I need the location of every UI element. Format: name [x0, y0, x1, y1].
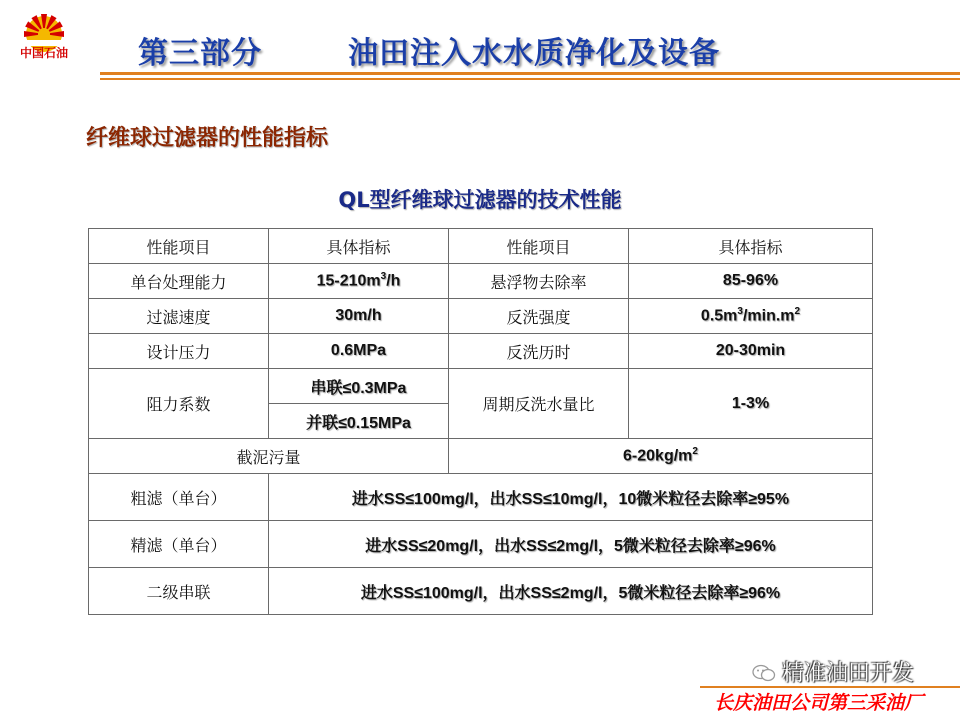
value-cell: 85-96% — [629, 264, 873, 299]
logo-text: 中国石油 — [19, 46, 68, 60]
item-cell: 粗滤（单台） — [89, 474, 269, 521]
table-row — [89, 264, 873, 299]
value-cell: 20-30min — [629, 334, 873, 369]
section-part-label: 第三部分 — [138, 36, 262, 71]
value-cell: 1-3% — [629, 369, 873, 439]
table-caption: QL型纤维球过滤器的技术性能 — [338, 188, 622, 212]
header-cell: 具体指标 — [629, 229, 873, 264]
header-rule-thin — [100, 78, 960, 80]
item-cell: 反洗历时 — [449, 334, 629, 369]
table-header-row — [89, 229, 873, 264]
item-cell: 反洗强度 — [449, 299, 629, 334]
value-cell: $15-210m^3/h$ — [269, 264, 449, 299]
item-cell: 悬浮物去除率 — [449, 264, 629, 299]
header-cell: 性能项目 — [89, 229, 269, 264]
item-cell: 过滤速度 — [89, 299, 269, 334]
value-cell: 30m/h — [269, 299, 449, 334]
header-rule — [100, 72, 960, 75]
table-row — [89, 474, 873, 521]
value-cell: $0.5m^3/\min.m^2$ — [629, 299, 873, 334]
value-cell: 进水SS≤100mg/l，出水SS≤2mg/l，5微米粒径去除率≥96% — [269, 568, 873, 615]
item-cell: 截泥污量 — [89, 439, 449, 474]
wechat-icon — [752, 664, 776, 682]
header-cell: 具体指标 — [269, 229, 449, 264]
item-cell: 单台处理能力 — [89, 264, 269, 299]
section-subheading: 纤维球过滤器的性能指标 — [86, 126, 329, 151]
header-cell: 性能项目 — [449, 229, 629, 264]
table-row — [89, 334, 873, 369]
value-cell: 并联≤0.15MPa — [269, 404, 449, 439]
table-row — [89, 299, 873, 334]
table-row — [89, 439, 873, 474]
item-cell: 设计压力 — [89, 334, 269, 369]
footer-text: 长庆油田公司第三采油厂 — [714, 692, 924, 714]
table-row — [89, 369, 873, 404]
page-title: 油田注入水水质净化及设备 — [348, 36, 720, 71]
table-row — [89, 521, 873, 568]
watermark-text: 精准油田开发 — [782, 661, 915, 686]
value-cell: 进水SS≤100mg/l，出水SS≤10mg/l，10微米粒径去除率≥95% — [269, 474, 873, 521]
item-cell: 周期反洗水量比 — [449, 369, 629, 439]
item-cell: 阻力系数 — [89, 369, 269, 439]
value-cell: 串联≤0.3MPa — [269, 369, 449, 404]
table-row — [89, 568, 873, 615]
item-cell: 精滤（单台） — [89, 521, 269, 568]
performance-table — [88, 228, 873, 615]
item-cell: 二级串联 — [89, 568, 269, 615]
value-cell: 进水SS≤20mg/l，出水SS≤2mg/l，5微米粒径去除率≥96% — [269, 521, 873, 568]
value-cell: 0.6MPa — [269, 334, 449, 369]
value-cell: $6-20kg/m^2$ — [449, 439, 873, 474]
